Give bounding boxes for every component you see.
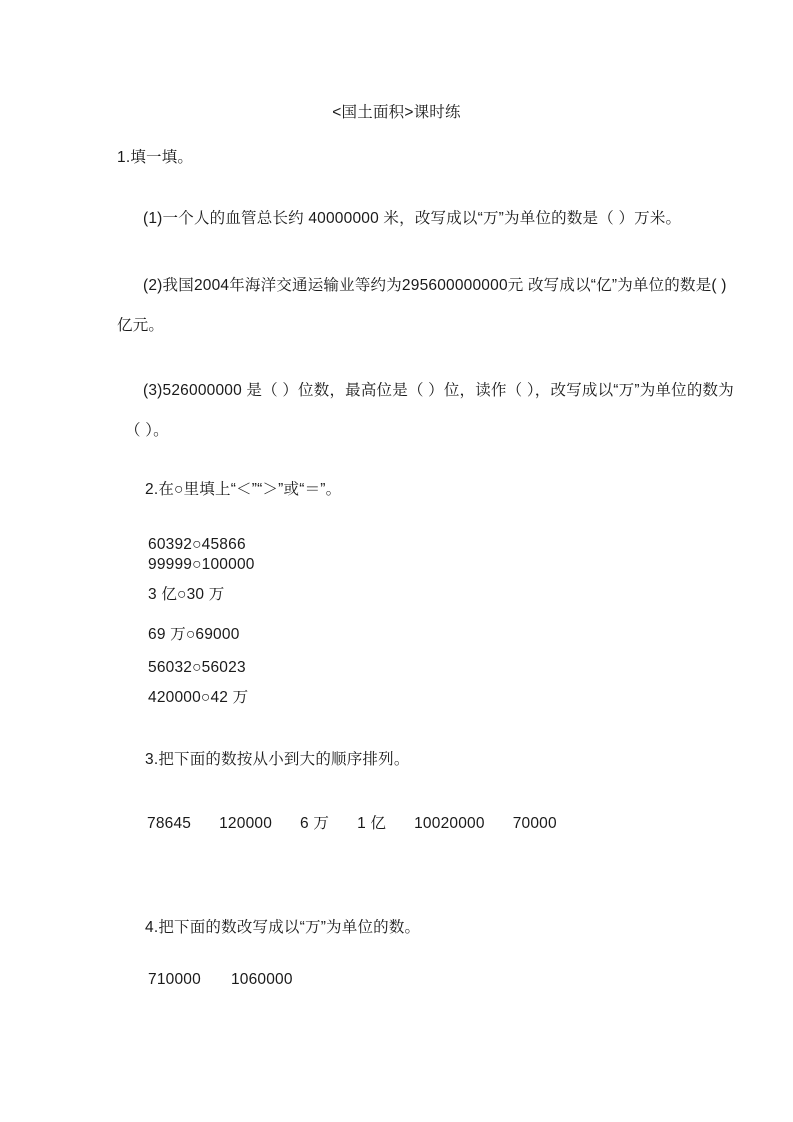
q1-item-3-line-2: （ ）。 <box>125 422 169 439</box>
q3-number-1: 78645 <box>147 815 192 832</box>
q4-numbers-row <box>148 971 293 989</box>
q1-item-3-line-1: (3)526000000 是（ ）位数，最高位是（ ）位，读作（ ），改写成以“万”为单位的数为 <box>143 382 734 399</box>
q4-number-2: 1060000 <box>230 971 293 988</box>
page-title: <国土面积>课时练 <box>332 104 461 121</box>
q2-comparison-3: 3 亿○30 万 <box>148 586 225 603</box>
q3-number-4: 1 亿 <box>357 815 387 832</box>
q2-comparison-5: 56032○56023 <box>148 659 246 676</box>
q2-comparison-6: 420000○42 万 <box>148 689 249 706</box>
q3-number-2: 120000 <box>219 815 273 832</box>
q2-comparison-2: 99999○100000 <box>148 556 255 573</box>
q3-heading: 3.把下面的数按从小到大的顺序排列。 <box>145 751 410 768</box>
q2-comparison-4: 69 万○69000 <box>148 626 240 643</box>
q2-heading: 2.在○里填上“＜”“＞”或“＝”。 <box>145 481 342 498</box>
q3-number-6: 70000 <box>512 815 557 832</box>
q1-item-1: (1)一个人的血管总长约 40000000 米，改写成以“万”为单位的数是（ ）万米。 <box>143 210 682 227</box>
q2-comparison-1: 60392○45866 <box>148 536 246 553</box>
q3-number-3: 6 万 <box>300 815 330 832</box>
q1-item-2-line-2: 亿元。 <box>117 317 165 334</box>
q1-heading: 1.填一填。 <box>117 149 194 166</box>
q1-item-2-line-1: (2)我国2004年海洋交通运输业等约为295600000000元 改写成以“亿”为单位的数是( ) <box>143 277 727 294</box>
q4-heading: 4.把下面的数改写成以“万”为单位的数。 <box>145 919 421 936</box>
q3-numbers-row <box>147 815 557 833</box>
q3-number-5: 10020000 <box>414 815 485 832</box>
q4-number-1: 710000 <box>148 971 201 988</box>
